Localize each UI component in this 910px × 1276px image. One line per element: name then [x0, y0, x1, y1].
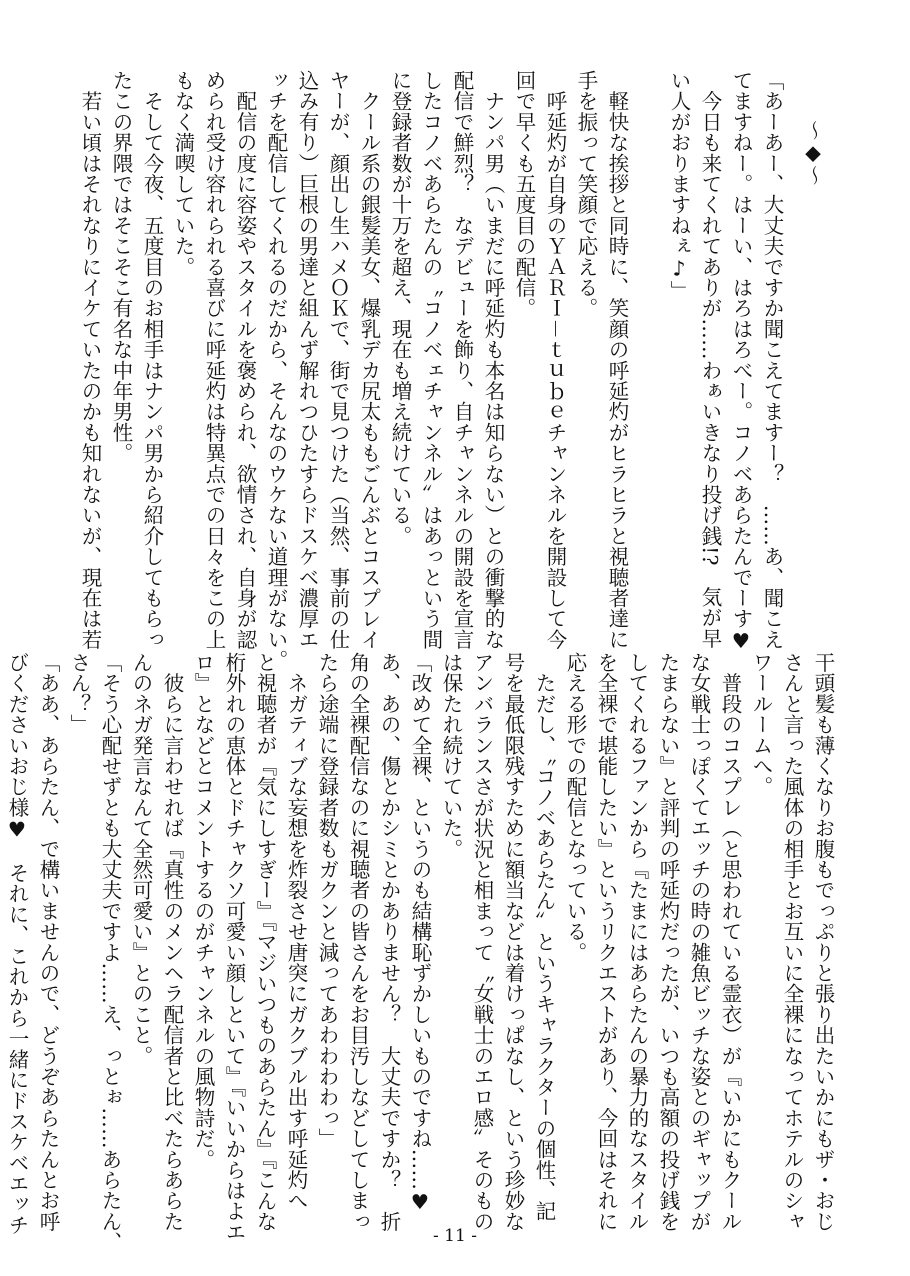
text-line: ナンパ男（いまだに呼延灼も本名は知らない）との衝撃的な [481, 70, 505, 650]
text-line: 彼らに言わせれば『真性のメンヘラ配信者と比べたらあらた [160, 652, 184, 1232]
text-line: んのネガ発言なんて全然可愛い』とのこと。 [129, 652, 153, 1066]
text-line: は保たれ続けていた。 [439, 652, 463, 859]
text-line: 「あーあー、大丈夫ですか聞こえてますー？ ……あ、聞こえ [760, 70, 784, 650]
text-line: 配信で鮮烈？ なデビューを飾り、自チャンネルの開設を宣言 [450, 70, 474, 650]
text-line: ワールームへ。 [749, 652, 773, 797]
text-line: さんと言った風体の相手とお互いに全裸になってホテルのシャ [780, 652, 804, 1232]
text-line: 桁外れの恵体とドチャクソ可愛い顔しといて』『いいからはよエ [222, 652, 246, 1243]
text-line: クール系の銀髪美女、爆乳デカ尻太ももごんぶとコスプレイ [357, 70, 381, 650]
text-line: たまらない』と評判の呼延灼だったが、いつも高額の投げ銭を [656, 652, 680, 1232]
text-line: たこの界隈ではそこそこ有名な中年男性。 [109, 70, 133, 464]
text-line: あ、あの、傷とかシミとかありません？ 大丈夫ですか？ 折 [377, 652, 401, 1232]
text-line: 今日も来てくれてありが……わぁいきなり投げ銭!? 気が早 [698, 70, 722, 649]
text-line: アンバランスさが状況と相まって〝女戦士のエロ感〟そのもの [470, 652, 494, 1232]
text-line: 若い頃はそれなりにイケていたのかも知れないが、現在は若 [78, 70, 102, 650]
text-line: 手を振って笑顔で応える。 [574, 70, 598, 319]
text-line: を全裸で堪能したい』というリクエストがあり、今回はそれに [594, 652, 618, 1232]
text-line: もなく満喫していた。 [171, 70, 195, 277]
text-line: びくださいおじ様♥ それに、これから一緒にドスケベエッチ [5, 652, 29, 1236]
text-line: てますねー。はーい、はろはろべー。コノベあらたんでーす♥ [729, 70, 753, 654]
text-line: 号を最低限残すために額当などは着けっぱなし、という珍妙な [501, 652, 525, 1232]
text-line: ロ』となどとコメントするのがチャンネルの風物詩だ。 [191, 652, 215, 1170]
text-line: い人がおりますねぇ♪」 [667, 70, 691, 302]
text-line: に登録者数が十万を超え、現在も増え続けている。 [388, 70, 412, 547]
text-line: 角の全裸配信なのに視聴者の皆さんをお目汚しなどしてしまっ [346, 652, 370, 1232]
text-line: 「そう心配せずとも大丈夫ですよ……え、っとぉ……あらたん、 [98, 652, 122, 1253]
section-ornament: ～◆～ [801, 120, 825, 186]
text-line: められ受け容れられる喜びに呼延灼は特異点での日々をこの上 [202, 70, 226, 650]
text-line: ネガティブな妄想を炸裂させ唐突にガクブル出す呼延灼へ [284, 652, 308, 1211]
text-line: 応える形での配信となっている。 [563, 652, 587, 963]
page-number: - 11 - [433, 1226, 477, 1246]
text-line: 軽快な挨拶と同時に、笑顔の呼延灼がヒラヒラと視聴者達に [605, 70, 629, 650]
text-line: な女戦士っぽくてエッチの時の雑魚ビッチな姿とのギャップが [687, 652, 711, 1232]
text-line: 込み有り）巨根の男達と組んず解れつひたすらドスケベ濃厚エ [295, 70, 319, 650]
text-line: ヤーが、顔出し生ハメＯＫで、街で見つけた（当然、事前の仕 [326, 70, 350, 650]
text-line: 配信の度に容姿やスタイルを褒められ、欲情され、自身が認 [233, 70, 257, 650]
text-line: さん？」 [67, 652, 91, 735]
text-line: ッチを配信してくれるのだから、そんなのウケない道理がない。 [264, 70, 288, 671]
text-line: してくれるファンから『たまにはあらたんの暴力的なスタイル [625, 652, 649, 1232]
text-line: 「改めて全裸、というのも結構恥ずかしいものですね……♥ [408, 652, 432, 1215]
text-line: と視聴者が『気にしすぎー』『マジいつものあらたん』『こんな [253, 652, 277, 1232]
text-line: 「ああ、あらたん、で構いませんので、どうぞあらたんとお呼 [36, 652, 60, 1232]
text-line: ただし、〝コノベあらたん〟というキャラクターの個性、記 [532, 652, 556, 1222]
text-line: 干頭髪も薄くなりお腹もでっぷりと張り出たいかにもザ・おじ [811, 652, 835, 1232]
text-line: 普段のコスプレ（と思われている霊衣）が『いかにもクール [718, 652, 742, 1232]
text-line: したコノベあらたんの〝コノベェチャンネル〟はあっという間 [419, 70, 443, 650]
text-line: 回で早くも五度目の配信。 [512, 70, 536, 319]
upper-text-block [78, 70, 838, 671]
text-line: たら途端に登録者数もガクンと減ってあわわわわっ」 [315, 652, 339, 1149]
text-line [632, 70, 663, 610]
text-line: 呼延灼が自身のＹＡＲＩ－ｔｕｂｅチャンネルを開設して今 [543, 70, 567, 650]
text-line: そして今夜、五度目のお相手はナンパ男から紹介してもらっ [140, 70, 164, 650]
